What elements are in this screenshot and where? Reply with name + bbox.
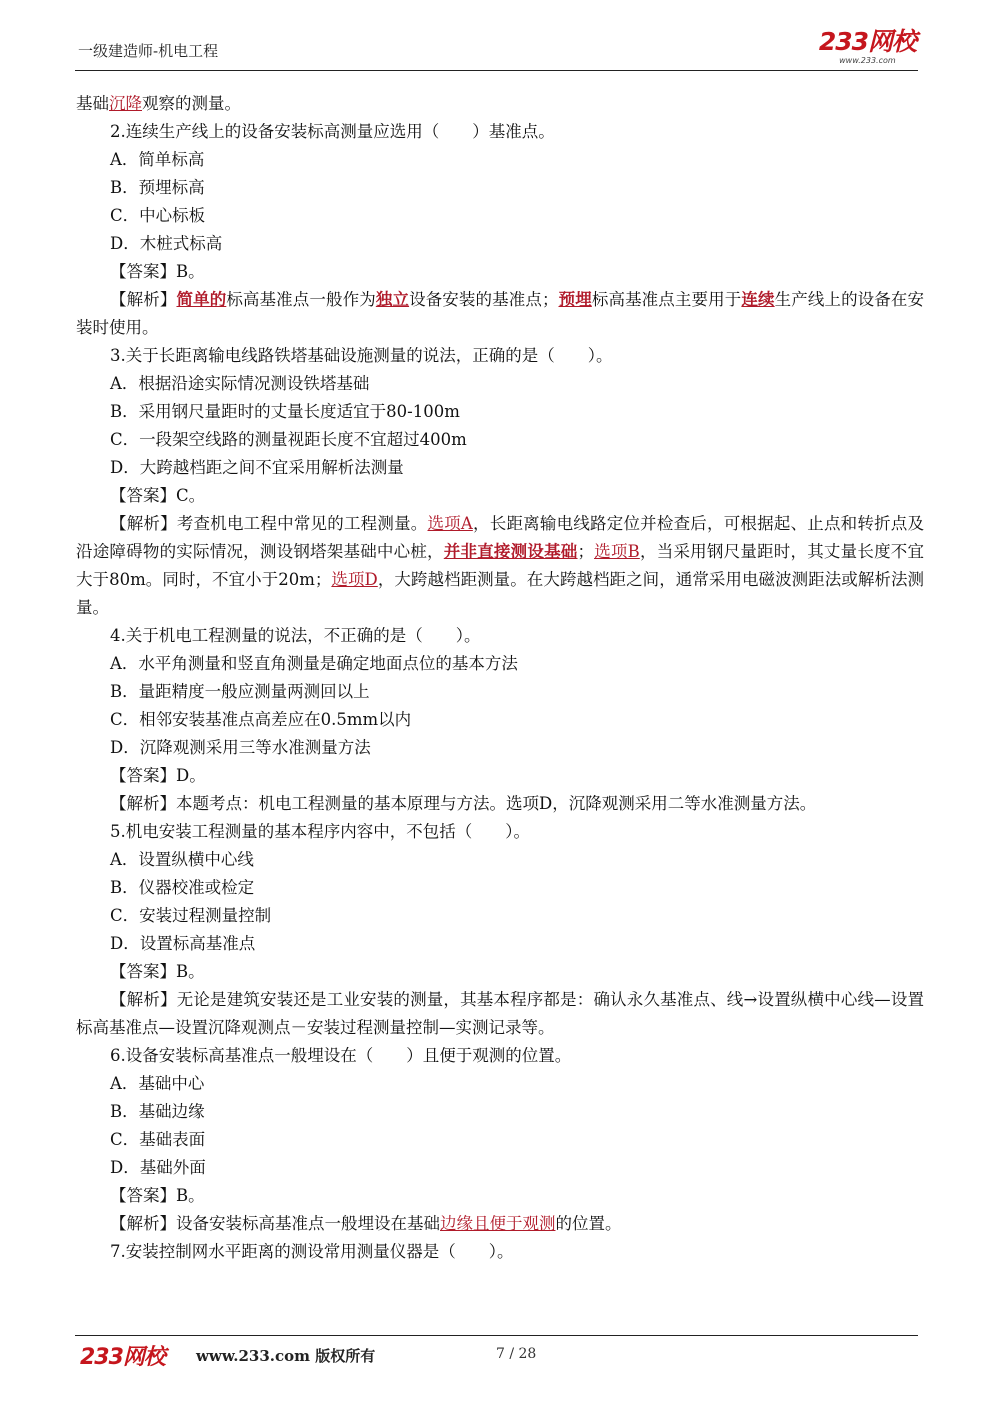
option: C．基础表面 bbox=[110, 1130, 206, 1149]
paragraph: 基础沉降观察的测量。 bbox=[76, 94, 241, 113]
option: D．沉降观测采用三等水准测量方法 bbox=[110, 738, 371, 757]
explanation: 【解析】考查机电工程中常见的工程测量。选项A，长距离输电线路定位并检查后，可根据起、止点和转折点及沿途障碍物的实际情况，测设钢塔架基础中心桩，并非直接测设基础；选项B，当采用钢尺量距时，其丈量长度不宜大于80m。同时，不宜小于20m；选项D，大跨越档距测量。在大跨越档距之间，通常采用电磁波测距法或解析法测量。 bbox=[76, 514, 925, 617]
highlight-term: 独立 bbox=[375, 290, 410, 309]
option: A．简单标高 bbox=[110, 150, 205, 169]
option: D．大跨越档距之间不宜采用解析法测量 bbox=[110, 458, 404, 477]
question-stem: 2.连续生产线上的设备安装标高测量应选用（ ）基准点。 bbox=[110, 122, 555, 141]
option: B．量距精度一般应测量两测回以上 bbox=[110, 682, 370, 701]
highlight-term: 沉降 bbox=[109, 94, 142, 113]
explanation: 【解析】本题考点：机电工程测量的基本原理与方法。选项D，沉降观测采用二等水准测量方法。 bbox=[110, 794, 817, 813]
answer: 【答案】D。 bbox=[110, 766, 206, 785]
option: B．基础边缘 bbox=[110, 1102, 205, 1121]
footer-divider bbox=[75, 1335, 918, 1336]
option: D．设置标高基准点 bbox=[110, 934, 256, 953]
option: C．一段架空线路的测量视距长度不宜超过400m bbox=[110, 430, 467, 449]
question-stem: 5.机电安装工程测量的基本程序内容中，不包括（ ）。 bbox=[110, 822, 530, 841]
question-stem: 6.设备安装标高基准点一般埋设在（ ）且便于观测的位置。 bbox=[110, 1046, 572, 1065]
answer: 【答案】B。 bbox=[110, 962, 205, 981]
option: D．基础外面 bbox=[110, 1158, 206, 1177]
answer: 【答案】C。 bbox=[110, 486, 206, 505]
option: B．仪器校准或检定 bbox=[110, 878, 255, 897]
header-title: 一级建造师-机电工程 bbox=[78, 42, 219, 60]
option: C．相邻安装基准点高差应在0.5mm以内 bbox=[110, 710, 412, 729]
option: B．采用钢尺量距时的丈量长度适宜于80-100m bbox=[110, 402, 460, 421]
option: C．中心标板 bbox=[110, 206, 206, 225]
highlight-term: 选项D bbox=[331, 570, 378, 589]
option: D．木桩式标高 bbox=[110, 234, 223, 253]
answer: 【答案】B。 bbox=[110, 1186, 205, 1205]
highlight-term: 连续 bbox=[741, 290, 775, 309]
document-body bbox=[76, 90, 924, 1266]
option: A．水平角测量和竖直角测量是确定地面点位的基本方法 bbox=[110, 654, 518, 673]
highlight-term: 边缘且便于观测 bbox=[440, 1214, 556, 1233]
footer-logo[interactable]: 233网校 bbox=[80, 1345, 165, 1370]
brand-logo[interactable] bbox=[819, 28, 916, 65]
logo-text: 233网校 bbox=[818, 27, 916, 56]
footer-copyright: www.233.com 版权所有 bbox=[196, 1347, 376, 1365]
header-divider bbox=[75, 70, 918, 71]
option: A．根据沿途实际情况测设铁塔基础 bbox=[110, 374, 370, 393]
logo-url: www.233.com bbox=[839, 56, 896, 65]
explanation: 【解析】简单的标高基准点一般作为独立设备安装的基准点；预埋标高基准点主要用于连续生产线上的设备在安装时使用。 bbox=[76, 290, 925, 337]
explanation: 【解析】无论是建筑安装还是工业安装的测量，其基本程序都是：确认永久基准点、线→设置纵横中心线—设置标高基准点—设置沉降观测点－安装过程测量控制—实测记录等。 bbox=[76, 990, 925, 1037]
option: B．预埋标高 bbox=[110, 178, 205, 197]
option: C．安装过程测量控制 bbox=[110, 906, 272, 925]
page-number: 7 / 28 bbox=[496, 1346, 537, 1362]
highlight-term: 简单的 bbox=[176, 290, 227, 309]
highlight-term: 并非直接测设基础 bbox=[443, 542, 578, 561]
question-stem: 3.关于长距离输电线路铁塔基础设施测量的说法，正确的是（ ）。 bbox=[110, 346, 613, 365]
question-stem: 7.安装控制网水平距离的测设常用测量仪器是（ ）。 bbox=[110, 1242, 514, 1261]
highlight-term: 预埋 bbox=[558, 290, 592, 309]
explanation: 【解析】设备安装标高基准点一般埋设在基础边缘且便于观测的位置。 bbox=[110, 1214, 622, 1233]
highlight-term: 选项A bbox=[427, 514, 473, 533]
option: A．设置纵横中心线 bbox=[110, 850, 254, 869]
option: A．基础中心 bbox=[110, 1074, 205, 1093]
question-stem: 4.关于机电工程测量的说法，不正确的是（ ）。 bbox=[110, 626, 481, 645]
answer: 【答案】B。 bbox=[110, 262, 205, 281]
highlight-term: 选项B bbox=[594, 542, 640, 561]
